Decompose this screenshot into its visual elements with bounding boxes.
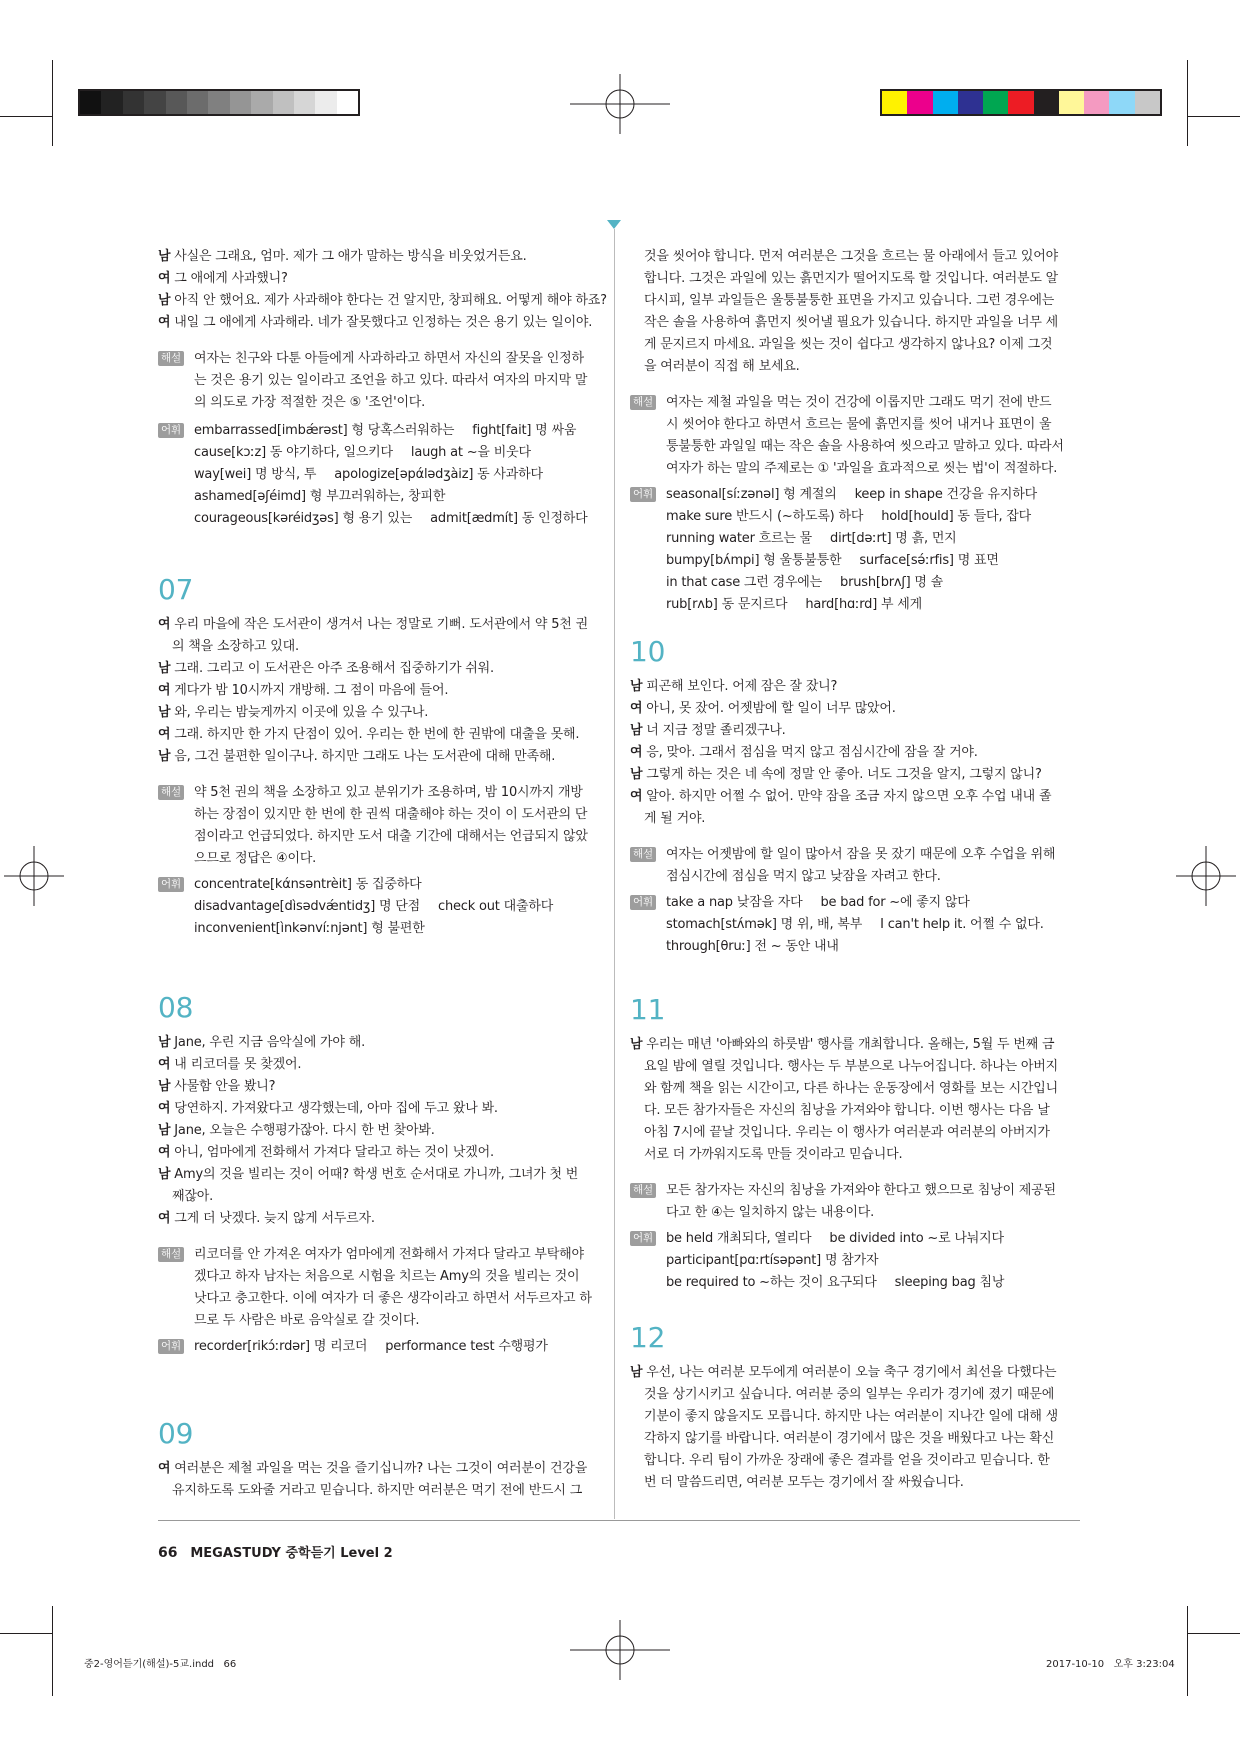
dialog-block: 남 Jane, 우린 지금 음악실에 가야 해. 여 내 리코더를 못 찾겠어. 남 사물함 안을 봤니? 여 당연하지. 가져왔다고 생각했는데, 아마 집에 두고 왔나 봐. 남 Jane, 오늘은 수행평가잖아. 다시 한 번 찾아봐. 여 아니, 엄마에게 전화해서 가져다 달라고 하는 것이 낫겠어. 남 Amy의 것을 빌리는 것이 어때? 학생 번호 순서대로 가니까, 그녀가 첫 번 째잖아. 여 그게 더 낫겠다. 늦지 않게 서두르자.	[158, 1035, 579, 1226]
vocabulary-tag: 어휘	[158, 877, 184, 892]
explanation-tag: 해설	[630, 847, 656, 862]
dialog-block: 남 우선, 나는 여러분 모두에게 여러분이 오늘 축구 경기에서 최선을 다했다는 것을 상기시키고 싶습니다. 여러분 중의 일부는 우리가 경기에 졌기 때문에 기분이 좋지 않을지도 모릅니다. 하지만 나는 여러분이 지나간 일에 대해 생 각하지 않기를 바랍니다. 여러분이 경기에서 많은 것을 배웠다고 나는 확신 합니다. 우리 팀이 가까운 장래에 좋은 결과를 얻을 것이라고 믿습니다. 한 번 더 말씀드리면, 여러분 모두는 경기에서 잘 싸웠습니다.	[630, 1365, 1058, 1490]
crop-mark	[52, 60, 53, 146]
vocabulary-block: 어휘 be held 개최되다, 열리다 be divided into ~로 나눠지다 participant[pɑːrtísəpənt] 명 참가자 be required to ~하는 것이 요구되다 sleeping bag 침낭	[630, 1228, 1075, 1294]
registration-mark-icon	[4, 846, 64, 906]
question-number: 08	[158, 991, 194, 1024]
explanation-block: 해설 여자는 친구와 다툰 아들에게 사과하라고 하면서 자신의 잘못을 인정하 는 것은 용기 있는 일이라고 조언을 하고 있다. 따라서 여자의 마지막 말 의 의도로 가장 적절한 것은 ⑤ '조언'이다.	[158, 348, 603, 414]
dialog-block: 여 우리 마을에 작은 도서관이 생겨서 나는 정말로 기뻐. 도서관에서 약 5천 권 의 책을 소장하고 있대. 남 그래. 그리고 이 도서관은 아주 조용해서 집중하기가 쉬워. 여 게다가 밤 10시까지 개방해. 그 점이 마음에 들어. 남 와, 우리는 밤늦게까지 이곳에 있을 수 있구나. 여 그래. 하지만 한 가지 단점이 있어. 우리는 한 번에 한 권밖에 대출을 못해. 남 음, 그건 불편한 일이구나. 하지만 그래도 나는 도서관에 대해 만족해.	[158, 617, 588, 764]
explanation-tag: 해설	[630, 1183, 656, 1198]
grayscale-color-bar	[78, 89, 360, 116]
vocabulary-tag: 어휘	[158, 423, 184, 438]
indd-file-name: 중2-영어듣기(해설)-5교.indd 66	[84, 1659, 237, 1670]
page-footer	[158, 1542, 393, 1561]
crop-mark	[1187, 1606, 1188, 1696]
left-column	[158, 246, 607, 1502]
dialog-block: 것을 씻어야 합니다. 먼저 여러분은 그것을 흐르는 물 아래에서 들고 있어야 합니다. 그것은 과일에 있는 흙먼지가 떨어지도록 할 것입니다. 여러분도 알 다시피, 일부 과일들은 울퉁불퉁한 표면을 가지고 있습니다. 그런 경우에는 작은 솔을 사용하여 흙먼지 씻어낼 필요가 있습니다. 하지만 과일을 너무 세 게 문지르지 마세요. 과일을 씻는 것이 쉽다고 생각하지 않나요? 이제 그것 을 여러분이 직접 해 보세요.	[644, 249, 1058, 374]
dialog-block: 남 사실은 그래요, 엄마. 제가 그 애가 말하는 방식을 비웃었거든요. 여 그 애에게 사과했니? 남 아직 안 했어요. 제가 사과해야 한다는 건 알지만, 창피해요. 어떻게 해야 하죠? 여 내일 그 애에게 사과해라. 네가 잘못했다고 인정하는 것은 용기 있는 일이야.	[158, 249, 607, 330]
vocabulary-tag: 어휘	[630, 1231, 656, 1246]
dialog-block: 여 여러분은 제철 과일을 먹는 것을 즐기십니까? 나는 그것이 여러분이 건강을 유지하도록 도와줄 거라고 믿습니다. 하지만 여러분은 먹기 전에 반드시 그	[158, 1461, 588, 1498]
vocabulary-tag: 어휘	[630, 895, 656, 910]
explanation-block: 해설 약 5천 권의 책을 소장하고 있고 분위기가 조용하며, 밤 10시까지 개방 하는 장점이 있지만 한 번에 한 권씩 대출해야 하는 것이 이 도서관의 단 점이라고 언급되었다. 하지만 도서 대출 기간에 대해서는 언급되지 않았 으므로 정답은 ④이다.	[158, 782, 603, 870]
registration-mark-icon	[1176, 846, 1236, 906]
crop-mark	[52, 1606, 53, 1696]
explanation-tag: 해설	[158, 1247, 184, 1262]
crop-mark	[1188, 1633, 1240, 1634]
question-number: 11	[630, 993, 666, 1026]
crop-mark	[1187, 60, 1188, 146]
footer-rule	[158, 1520, 1080, 1521]
right-column	[630, 246, 1075, 1494]
process-color-bar	[880, 89, 1162, 116]
dialog-block: 남 우리는 매년 '아빠와의 하룻밤' 행사를 개최합니다. 올해는, 5월 두 번째 금 요일 밤에 열릴 것입니다. 행사는 두 부분으로 나누어집니다. 하나는 아버지 와 함께 책을 읽는 시간이고, 다른 하나는 운동장에서 영화를 보는 시간입니 다. 모든 참가자들은 자신의 침낭을 가져와야 합니다. 이번 행사는 다음 날 아침 7시에 끝날 것입니다. 우리는 이 행사가 여러분과 여러분의 아버지가 서로 더 가까워지도록 만들 것이라고 믿습니다.	[630, 1037, 1058, 1162]
divider-triangle-icon	[607, 220, 621, 229]
dialog-block: 남 피곤해 보인다. 어제 잠은 잘 잤니? 여 아니, 못 잤어. 어젯밤에 할 일이 너무 많았어. 남 너 지금 정말 졸리겠구나. 여 응, 맞아. 그래서 점심을 먹지 않고 점심시간에 잠을 잘 거야. 남 그렇게 하는 것은 네 속에 정말 안 좋아. 너도 그것을 알지, 그렇지 않니? 여 알아. 하지만 어쩔 수 없어. 만약 잠을 조금 자지 않으면 오후 수업 내내 졸 게 될 거야.	[630, 679, 1052, 826]
explanation-tag: 해설	[158, 351, 184, 366]
vocabulary-block: 어휘 seasonal[síːzənəl] 형 계절의 keep in shape 건강을 유지하다 make sure 반드시 (~하도록) 하다 hold[hould] 동 들다, 잡다 running water 흐르는 물 dirt[dəːrt] 명 흙, 먼지 bumpy[bʌ́mpi] 형 울퉁불퉁한 surface[sə́ːrfis] 명 표면 in that case 그런 경우에는 brush[brʌʃ] 명 솔 rub[rʌb] 동 문지르다 hard[hɑːrd] 부 세게	[630, 484, 1075, 616]
question-number: 12	[630, 1321, 666, 1354]
vocabulary-block: 어휘 concentrate[kάnsəntrèit] 동 집중하다 disadvantage[dìsədvǽntidʒ] 명 단점 check out 대출하다 inconvenient[ìnkənvíːnjənt] 형 불편한	[158, 874, 603, 940]
vocabulary-tag: 어휘	[630, 487, 656, 502]
explanation-tag: 해설	[158, 785, 184, 800]
vocabulary-block: 어휘 recorder[rikɔ́ːrdər] 명 리코더 performance test 수행평가	[158, 1336, 603, 1358]
column-divider	[614, 229, 615, 1519]
explanation-block: 해설 모든 참가자는 자신의 침낭을 가져와야 한다고 했으므로 침낭이 제공된 다고 한 ④는 일치하지 않는 내용이다.	[630, 1180, 1075, 1224]
vocabulary-block: 어휘 embarrassed[imbǽrəst] 형 당혹스러워하는 fight[fait] 명 싸움 cause[kɔːz] 동 야기하다, 일으키다 laugh at ~을 비웃다 way[wei] 명 방식, 투 apologize[əpάlədʒàiz] 동 사과하다 ashamed[əʃéimd] 형 부끄러워하는, 창피한 courageous[kəréidʒəs] 형 용기 있는 admit[ædmít] 동 인정하다	[158, 420, 603, 530]
page-number: 66	[158, 1545, 178, 1561]
explanation-tag: 해설	[630, 395, 656, 410]
book-title: MEGASTUDY 중학듣기 Level 2	[190, 1546, 393, 1561]
explanation-block: 해설 여자는 어젯밤에 할 일이 많아서 잠을 못 잤기 때문에 오후 수업을 위해 점심시간에 점심을 먹지 않고 낮잠을 자려고 한다.	[630, 844, 1075, 888]
vocabulary-tag: 어휘	[158, 1339, 184, 1354]
registration-mark-icon	[570, 1620, 670, 1680]
crop-mark	[0, 1633, 52, 1634]
question-number: 10	[630, 635, 666, 668]
question-number: 09	[158, 1417, 194, 1450]
crop-mark	[1188, 116, 1240, 117]
vocabulary-block: 어휘 take a nap 낮잠을 자다 be bad for ~에 좋지 않다 stomach[stʌ́mək] 명 위, 배, 복부 I can't help it. 어쩔 수 없다. through[θruː] 전 ~ 동안 내내	[630, 892, 1075, 958]
print-timestamp: 2017-10-10 오후 3:23:04	[1046, 1659, 1175, 1670]
crop-mark	[0, 116, 52, 117]
explanation-block: 해설 리코더를 안 가져온 여자가 엄마에게 전화해서 가져다 달라고 부탁해야 겠다고 하자 남자는 처음으로 시험을 치르는 Amy의 것을 빌리는 것이 낫다고 충고한다. 이에 여자가 더 좋은 생각이라고 하면서 서두르자고 하 므로 두 사람은 바로 음악실로 갈 것이다.	[158, 1244, 603, 1332]
question-number: 07	[158, 573, 194, 606]
explanation-block: 해설 여자는 제철 과일을 먹는 것이 건강에 이롭지만 그래도 먹기 전에 반드 시 씻어야 한다고 하면서 흐르는 물에 흙먼지를 씻어 내거나 표면이 울 퉁불퉁한 과일일 때는 작은 솔을 사용하여 씻으라고 말하고 있다. 따라서 여자가 하는 말의 주제로는 ① '과일을 효과적으로 씻는 법'이 적절하다.	[630, 392, 1075, 480]
registration-mark-icon	[570, 74, 670, 134]
